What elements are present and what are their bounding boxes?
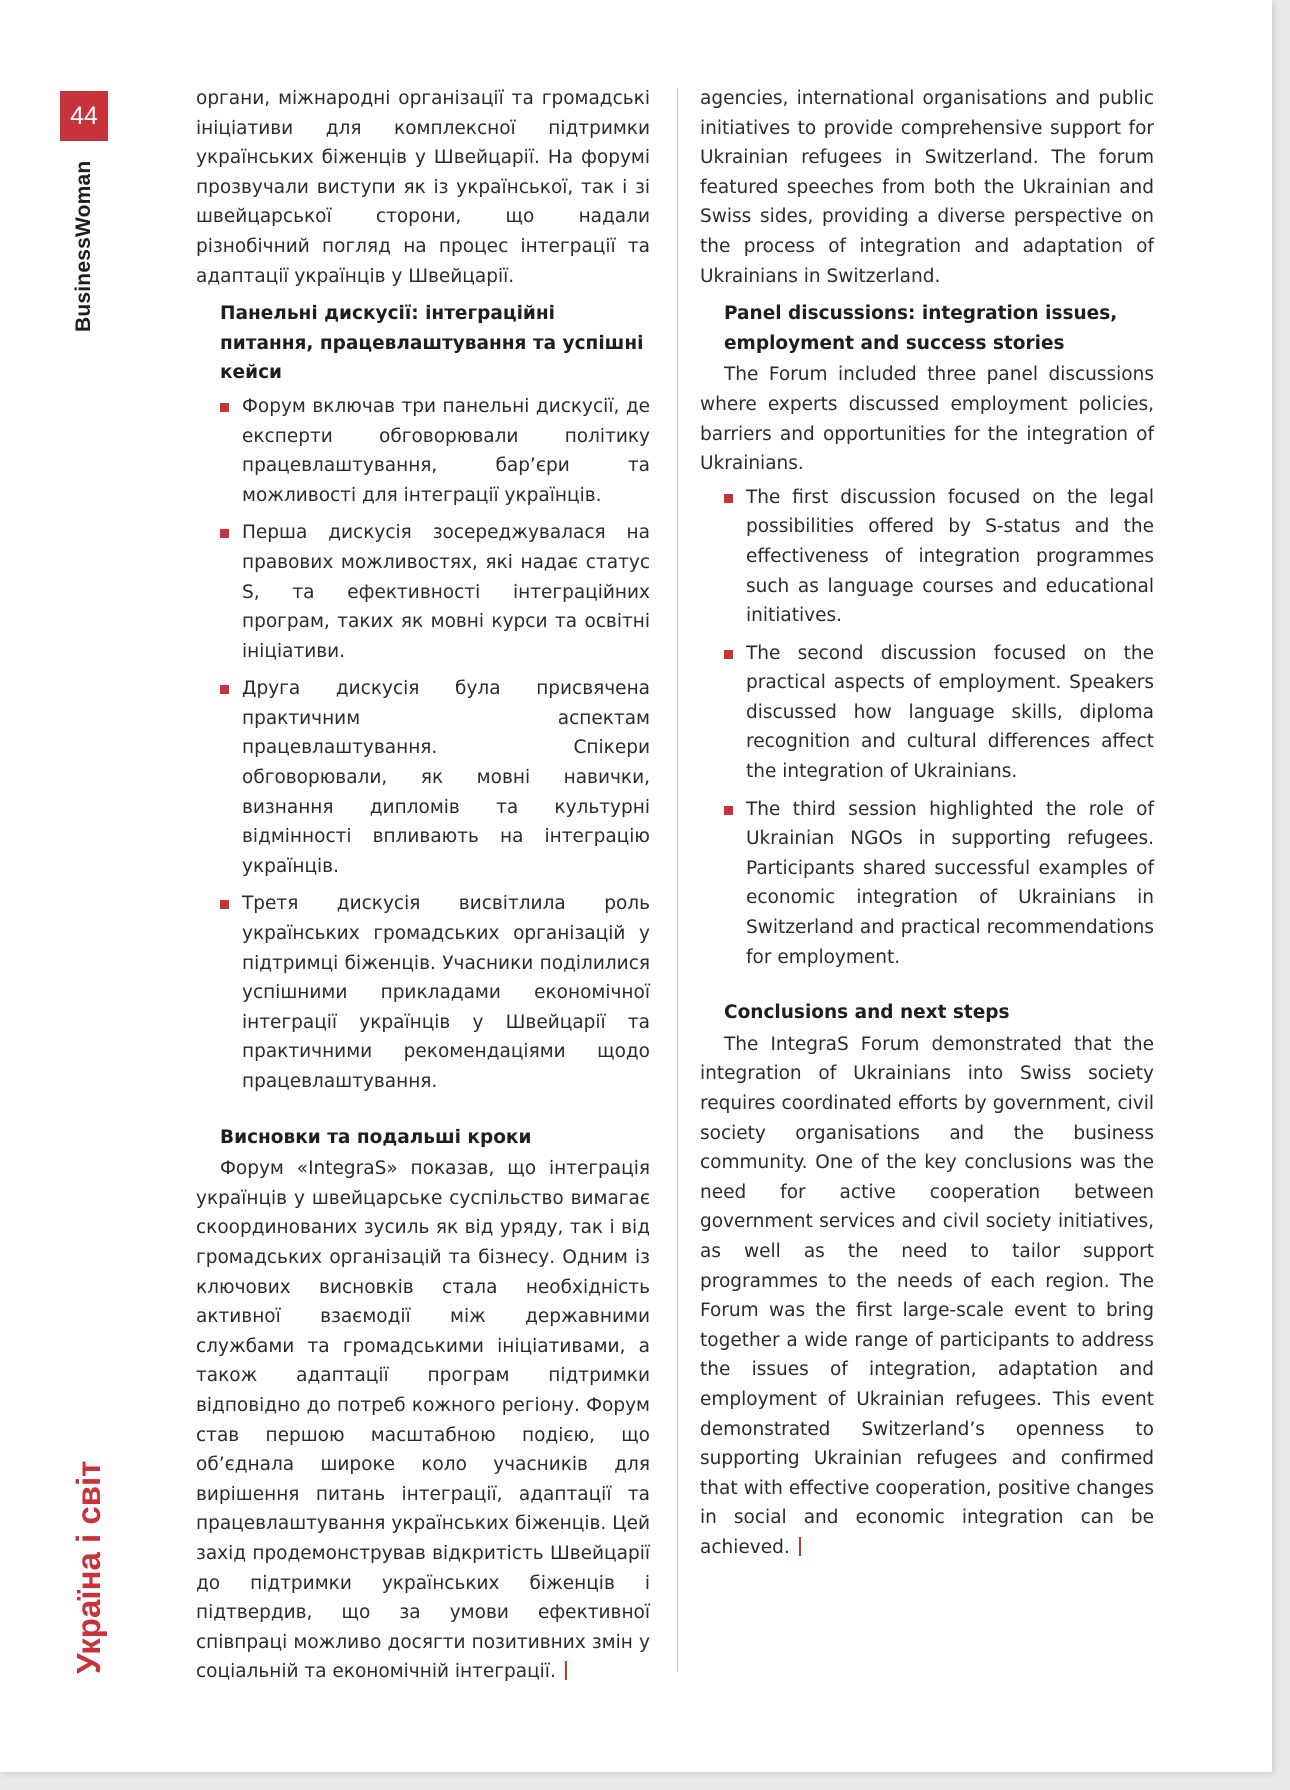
list-item: Форум включав три панельні дискусії, де експерти обговорювали політику працевлаштування, бар’єри та можливості для інтеграції українців. xyxy=(196,392,650,510)
uk-bullet-list xyxy=(196,392,650,1097)
en-panel-intro: The Forum included three panel discussions where experts discussed employment policies, barriers and opportunities for the integration of Ukrainians. xyxy=(700,364,1154,475)
uk-conclusions-paragraph: Форум «IntegraS» показав, що інтеграція українців у швейцарське суспільство вимагає скоординованих зусиль як від уряду, так і від громадських організацій та бізнесу. Одним із ключових висновків стала необхідність активної взаємодії між державними службами та громадськими ініціативами, а також адаптації програм підтримки відповідно до потреб кожного регіону. Форум став першою масштабною подією, що об’єднала широке коло учасників для вирішення питань інтеграції, адаптації та працевлаштування українських біженців. Цей захід продемонстрував відкритість Швейцарії до підтримки українських біженців і підтвердив, що за умови ефективної співпраці можливо досягти позитивних змін у соціальній та економічній інтеграції. xyxy=(196,1158,650,1683)
section-name: Україна і світ xyxy=(70,1460,107,1674)
bullet-square-icon xyxy=(220,900,229,909)
list-item: Третя дискусія висвітлила роль українських громадських організацій у підтримці біженців. Учасники поділилися успішними прикладами економічної інтеграції українців у Швейцарії та практичними рекомендаціями щодо працевлаштування. xyxy=(196,889,650,1096)
page-number: 44 xyxy=(60,91,108,141)
end-mark-icon xyxy=(799,1537,801,1556)
uk-intro-paragraph: органи, міжнародні організації та громадські ініціативи для комплексної підтримки українських біженців у Швейцарії. На форумі прозвучали виступи як із української, так і зі швейцарської сторони, що надали різнобічний погляд на процес інтеграції та адаптації українців у Швейцарії. xyxy=(196,88,650,287)
en-conclusions-paragraph: The IntegraS Forum demonstrated that the integration of Ukrainians into Swiss society requires coordinated efforts by government, civil society organisations and the business community. One of the key conclusions was the need for active cooperation between government services and civil society initiatives, as well as the need to tailor support programmes to the needs of each region. The Forum was the first large-scale event to bring together a wide range of participants to address the issues of integration, adaptation and employment of Ukrainian refugees. This event demonstrated Switzerland’s openness to supporting Ukrainian refugees and confirmed that with effective cooperation, positive changes in social and economic integration can be achieved. xyxy=(700,1033,1154,1558)
list-item: The first discussion focused on the legal possibilities offered by S-status and the effectiveness of integration programmes such as language courses and educational initiatives. xyxy=(700,483,1154,631)
en-intro-paragraph: agencies, international organisations and public initiatives to provide comprehensive support for Ukrainian refugees in Switzerland. The forum featured speeches from both the Ukrainian and Swiss sides, providing a diverse perspective on the process of integration and adaptation of Ukrainians in Switzerland. xyxy=(700,88,1154,287)
ukrainian-column xyxy=(196,84,650,1687)
list-item: The third session highlighted the role of Ukrainian NGOs in supporting refugees. Participants shared successful examples of economic integration of Ukrainians in Switzerland and practical recommendations for employment. xyxy=(700,795,1154,973)
bullet-square-icon xyxy=(724,650,733,659)
en-bullet-list xyxy=(700,483,1154,973)
list-item: Друга дискусія була присвячена практичним аспектам працевлаштування. Спікери обговорювали, як мовні навички, визнання дипломів та культурні відмінності впливають на інтеграцію українців. xyxy=(196,674,650,881)
en-panel-heading: Panel discussions: integration issues, employment and success stories xyxy=(724,303,1118,354)
uk-conclusions-heading: Висновки та подальші кроки xyxy=(220,1126,532,1148)
bullet-square-icon xyxy=(220,403,229,412)
uk-panel-heading: Панельні дискусії: інтеграційні питання, працевлаштування та успішні кейси xyxy=(220,303,644,384)
list-item: Перша дискусія зосереджувалася на правових можливостях, які надає статус S, та ефективності інтеграційних програм, таких як мовні курси та освітні ініціативи. xyxy=(196,518,650,666)
bullet-square-icon xyxy=(724,806,733,815)
en-conclusions-heading: Conclusions and next steps xyxy=(724,1002,1010,1024)
english-column xyxy=(700,84,1154,1563)
column-divider xyxy=(677,88,678,1672)
bullet-square-icon xyxy=(724,494,733,503)
magazine-name: BusinessWoman xyxy=(72,160,95,332)
list-item: The second discussion focused on the practical aspects of employment. Speakers discussed how language skills, diploma recognition and cultural differences affect the integration of Ukrainians. xyxy=(700,639,1154,787)
bullet-square-icon xyxy=(220,685,229,694)
bullet-square-icon xyxy=(220,529,229,538)
end-mark-icon xyxy=(565,1661,567,1680)
